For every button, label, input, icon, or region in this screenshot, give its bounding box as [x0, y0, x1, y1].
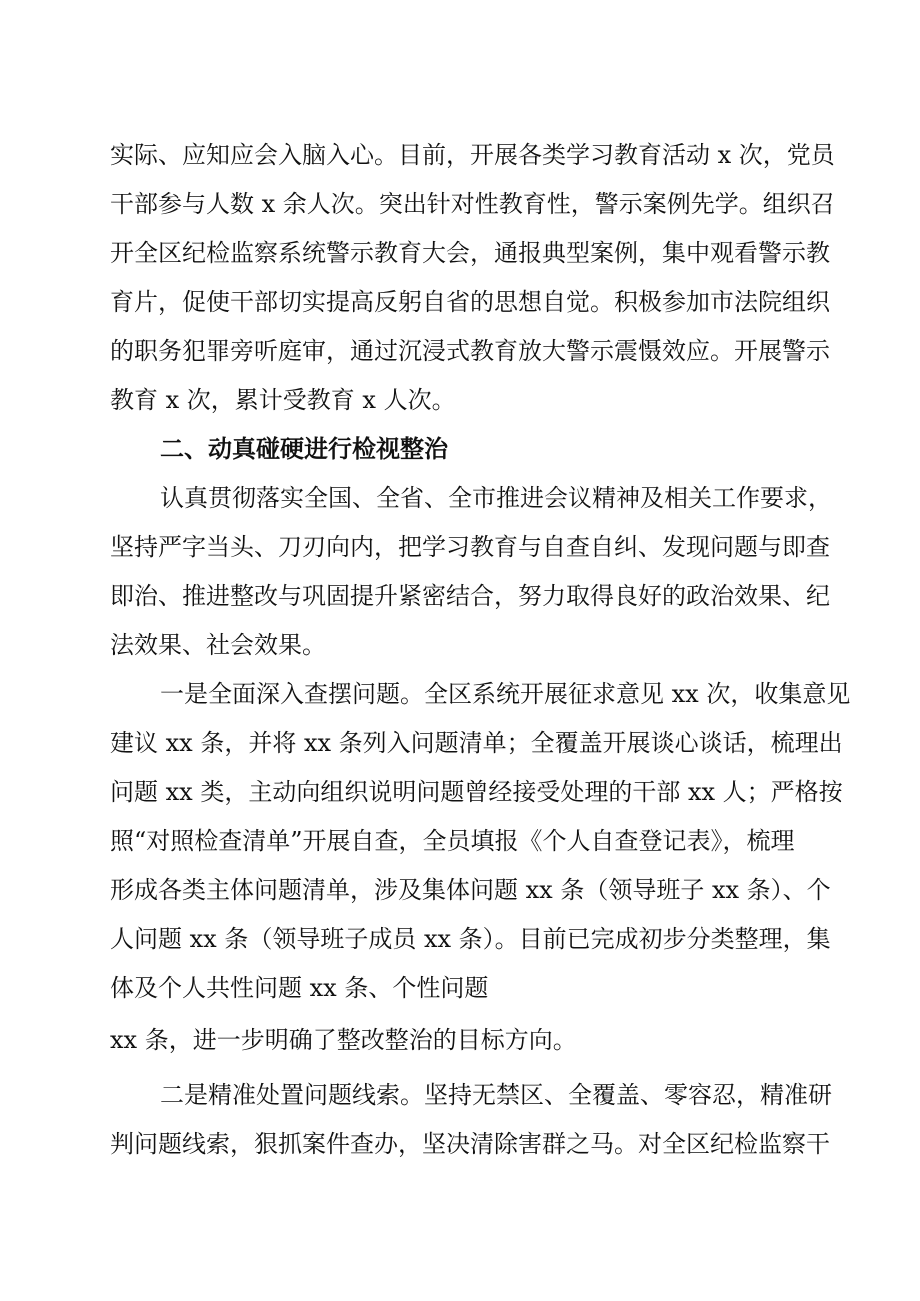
paragraph-line: 人问题 xx 条（领导班子成员 xx 条）。目前已完成初步分类整理，集 [110, 925, 831, 953]
paragraph-line: 育片，促使干部切实提高反躬自省的思想自觉。积极参加市法院组织 [110, 288, 830, 316]
paragraph-line: 判问题线索，狠抓案件查办，坚决清除害群之马。对全区纪检监察干 [110, 1130, 830, 1158]
paragraph-line: 照“对照检查清单”开展自查，全员填报《个人自查登记表》，梳理 [110, 827, 795, 855]
paragraph-line: 教育 x 次，累计受教育 x 人次。 [110, 386, 456, 414]
paragraph-line: 坚持严字当头、刀刃向内，把学习教育与自查自纠、发现问题与即查 [110, 533, 830, 561]
paragraph-line: 二是精准处置问题线索。坚持无禁区、全覆盖、零容忍，精准研 [160, 1081, 832, 1109]
paragraph-line: xx 条，进一步明确了整改整治的目标方向。 [110, 1026, 577, 1054]
paragraph-line: 实际、应知应会入脑入心。目前，开展各类学习教育活动 x 次，党员 [110, 141, 835, 169]
paragraph-line: 问题 xx 类，主动向组织说明问题曾经接受处理的干部 xx 人；严格按 [110, 778, 843, 806]
paragraph-line: 认真贯彻落实全国、全省、全市推进会议精神及相关工作要求， [160, 484, 832, 512]
paragraph-line: 一是全面深入查摆问题。全区系统开展征求意见 xx 次，收集意见 [160, 680, 851, 708]
paragraph-line: 即治、推进整改与巩固提升紧密结合，努力取得良好的政治效果、纪 [110, 582, 830, 610]
paragraph-line: 形成各类主体问题清单，涉及集体问题 xx 条（领导班子 xx 条）、个 [110, 876, 831, 904]
paragraph-line: 法效果、社会效果。 [110, 631, 326, 659]
paragraph-line: 开全区纪检监察系统警示教育大会，通报典型案例，集中观看警示教 [110, 239, 830, 267]
paragraph-line: 体及个人共性问题 xx 条、个性问题 [110, 974, 489, 1002]
paragraph-line: 的职务犯罪旁听庭审，通过沉浸式教育放大警示震慑效应。开展警示 [110, 337, 830, 365]
paragraph-line: 干部参与人数 x 余人次。突出针对性教育性，警示案例先学。组织召 [110, 190, 835, 218]
section-heading: 二、动真碰硬进行检视整治 [160, 434, 448, 463]
paragraph-line: 建议 xx 条，并将 xx 条列入问题清单；全覆盖开展谈心谈话，梳理出 [110, 729, 843, 757]
